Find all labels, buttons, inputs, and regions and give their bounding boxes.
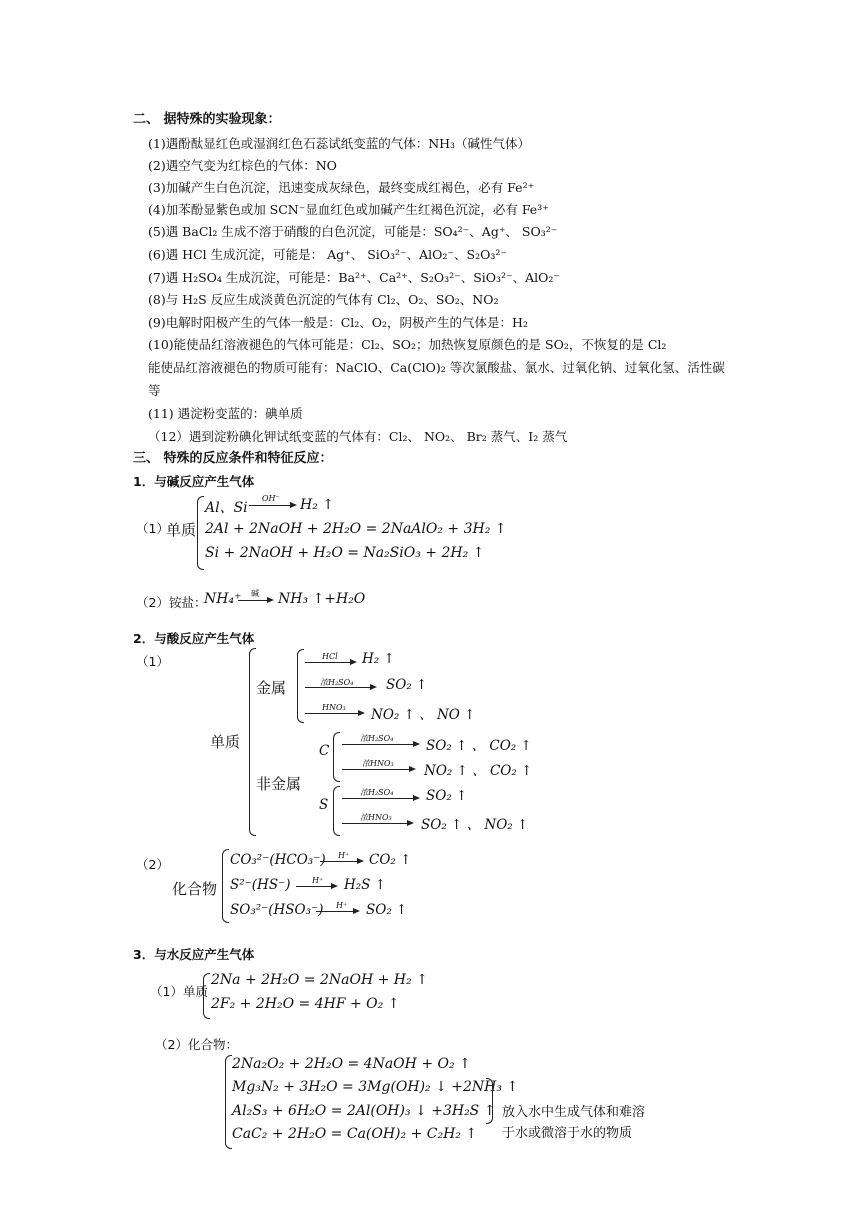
note: 于水或微溶于水的物质 (502, 1126, 633, 1141)
reaction-condition: H⁺ (336, 901, 348, 910)
item-number: （1） (136, 521, 169, 536)
brace (222, 849, 229, 923)
label-ammonium: （2）铵盐： (136, 595, 207, 610)
reaction-arrow (305, 713, 363, 714)
equation-product: NO₂ ↑ 、 CO₂ ↑ (424, 763, 533, 779)
equation-product: H₂ ↑ (300, 497, 335, 513)
equation: 2Na + 2H₂O = 2NaOH + H₂ ↑ (211, 972, 428, 988)
list-item: 等 (148, 383, 161, 398)
reaction-arrow (296, 886, 336, 887)
label-nonmetal: 非金属 (256, 775, 302, 793)
equation-product: H₂ ↑ (362, 651, 395, 667)
note: 放入水中生成气体和难溶 (502, 1105, 646, 1120)
brace (297, 649, 304, 723)
section-2-title: 二、 据特殊的实验现象： (133, 112, 281, 127)
list-item: (6)遇 HCl 生成沉淀，可能是： Ag⁺、 SiO₃²⁻、AlO₂⁻、S₂O₃²⁻ (148, 247, 507, 262)
equation: SO₃²⁻(HSO₃⁻) (230, 902, 324, 918)
item-number: （2） (136, 857, 169, 872)
item-number: （1） (136, 654, 169, 669)
reaction-condition: 浓HNO₃ (362, 759, 394, 768)
reaction-condition: 浓H₂SO₄ (360, 788, 394, 797)
list-item: (3)加碱产生白色沉淀，迅速变成灰绿色，最终变成红褐色，必有 Fe²⁺ (148, 180, 535, 195)
equation: S²⁻(HS⁻) (230, 877, 291, 893)
reaction-arrow (342, 823, 412, 824)
equation: 2Al + 2NaOH + 2H₂O = 2NaAlO₂ + 3H₂ ↑ (205, 521, 507, 537)
label-sulfur: S (319, 797, 329, 813)
reaction-condition: 浓H₂SO₄ (320, 678, 354, 687)
reaction-arrow (342, 769, 414, 770)
list-item: (1)遇酚酞显红色或湿润红色石蕊试纸变蓝的气体：NH₃（碱性气体） (148, 136, 531, 151)
equation: Al₂S₃ + 6H₂O = 2Al(OH)₃ ↓ +3H₂S ↑ (232, 1103, 496, 1119)
reaction-condition: H⁺ (312, 876, 324, 885)
brace (333, 732, 340, 782)
reaction-arrow (238, 600, 272, 601)
list-item: 能使品红溶液褪色的物质可能有：NaClO、Ca(ClO)₂ 等次氯酸盐、氯水、过氧化钠、过氧化氢、活性碳 (148, 360, 725, 375)
label-danzhi: 单质 (210, 733, 241, 751)
equation: Si + 2NaOH + H₂O = Na₂SiO₃ + 2H₂ ↑ (205, 545, 485, 561)
equation-product: NH₃ ↑+H₂O (278, 591, 366, 607)
reaction-condition: OH⁻ (262, 494, 280, 503)
reaction-condition: 碱 (251, 589, 259, 598)
reaction-arrow (305, 662, 355, 663)
label-compound: （2）化合物： (155, 1037, 238, 1052)
reaction-condition: 浓HNO₃ (360, 813, 392, 822)
subsection-3-title: 3．与水反应产生气体 (133, 947, 255, 962)
brace (197, 496, 204, 570)
equation-product: CO₂ ↑ (369, 852, 412, 868)
label-carbon: C (319, 743, 330, 759)
subsection-2-title: 2．与酸反应产生气体 (133, 631, 255, 646)
equation-product: SO₂ ↑ (426, 788, 468, 804)
reaction-arrow (305, 687, 375, 688)
reaction-arrow (320, 861, 362, 862)
reaction-condition: H⁺ (338, 851, 350, 860)
equation-product: SO₂ ↑ (366, 902, 408, 918)
list-item: (2)遇空气变为红棕色的气体：NO (148, 158, 337, 173)
list-item: (11) 遇淀粉变蓝的：碘单质 (148, 406, 303, 421)
list-item: (10)能使品红溶液褪色的气体可能是：Cl₂、SO₂；加热恢复原颜色的是 SO₂，不恢复的是 Cl₂ (148, 337, 667, 352)
label-compound: 化合物 (172, 880, 218, 898)
reaction-condition: HCl (322, 652, 338, 661)
equation: 2Na₂O₂ + 2H₂O = 4NaOH + O₂ ↑ (232, 1056, 471, 1072)
list-item: (8)与 H₂S 反应生成淡黄色沉淀的气体有 Cl₂、O₂、SO₂、NO₂ (148, 292, 499, 307)
label-metal: 金属 (256, 679, 287, 697)
reaction-arrow (342, 744, 418, 745)
equation: CO₃²⁻(HCO₃⁻) (230, 852, 326, 868)
reaction-arrow (249, 505, 295, 506)
equation: 2F₂ + 2H₂O = 4HF + O₂ ↑ (211, 996, 400, 1012)
reaction-arrow (316, 911, 358, 912)
brace (333, 786, 340, 836)
equation-product: H₂S ↑ (344, 877, 387, 893)
equation-product: SO₂ ↑ 、 NO₂ ↑ (421, 817, 529, 833)
reaction-condition: HNO₃ (322, 703, 346, 712)
list-item: (7)遇 H₂SO₄ 生成沉淀，可能是：Ba²⁺、Ca²⁺、S₂O₃²⁻、SiO₃²⁻、AlO₂⁻ (148, 270, 561, 285)
list-item: （12）遇到淀粉碘化钾试纸变蓝的气体有：Cl₂、 NO₂、 Br₂ 蒸气、I₂ 蒸气 (148, 429, 568, 444)
equation-product: SO₂ ↑ (386, 677, 428, 693)
list-item: (9)电解时阳极产生的气体一般是：Cl₂、O₂，阴极产生的气体是：H₂ (148, 315, 528, 330)
equation: Mg₃N₂ + 3H₂O = 3Mg(OH)₂ ↓ +2NH₃ ↑ (232, 1079, 519, 1095)
list-item: (4)加苯酚显紫色或加 SCN⁻显血红色或加碱产生红褐色沉淀，必有 Fe³⁺ (148, 202, 549, 217)
brace (249, 648, 256, 836)
brace (203, 973, 210, 1019)
equation: CaC₂ + 2H₂O = Ca(OH)₂ + C₂H₂ ↑ (232, 1126, 478, 1142)
section-3-title: 三、 特殊的反应条件和特征反应： (133, 451, 333, 466)
brace (225, 1055, 232, 1149)
reaction-condition: 浓H₂SO₄ (360, 734, 394, 743)
equation-product: NO₂ ↑ 、 NO ↑ (371, 707, 476, 723)
equation-product: SO₂ ↑ 、 CO₂ ↑ (426, 738, 532, 754)
label-danzhi: （1）单质 (150, 984, 208, 999)
equation: Al、Si (205, 500, 248, 516)
label-danzhi: 单质 (166, 521, 197, 539)
subsection-1-title: 1．与碱反应产生气体 (133, 474, 255, 489)
list-item: (5)遇 BaCl₂ 生成不溶于硝酸的白色沉淀，可能是：SO₄²⁻、Ag⁺、 SO₃²⁻ (148, 224, 558, 239)
equation: NH₄⁺ (204, 591, 242, 607)
reaction-arrow (342, 798, 418, 799)
brace (486, 1078, 493, 1124)
